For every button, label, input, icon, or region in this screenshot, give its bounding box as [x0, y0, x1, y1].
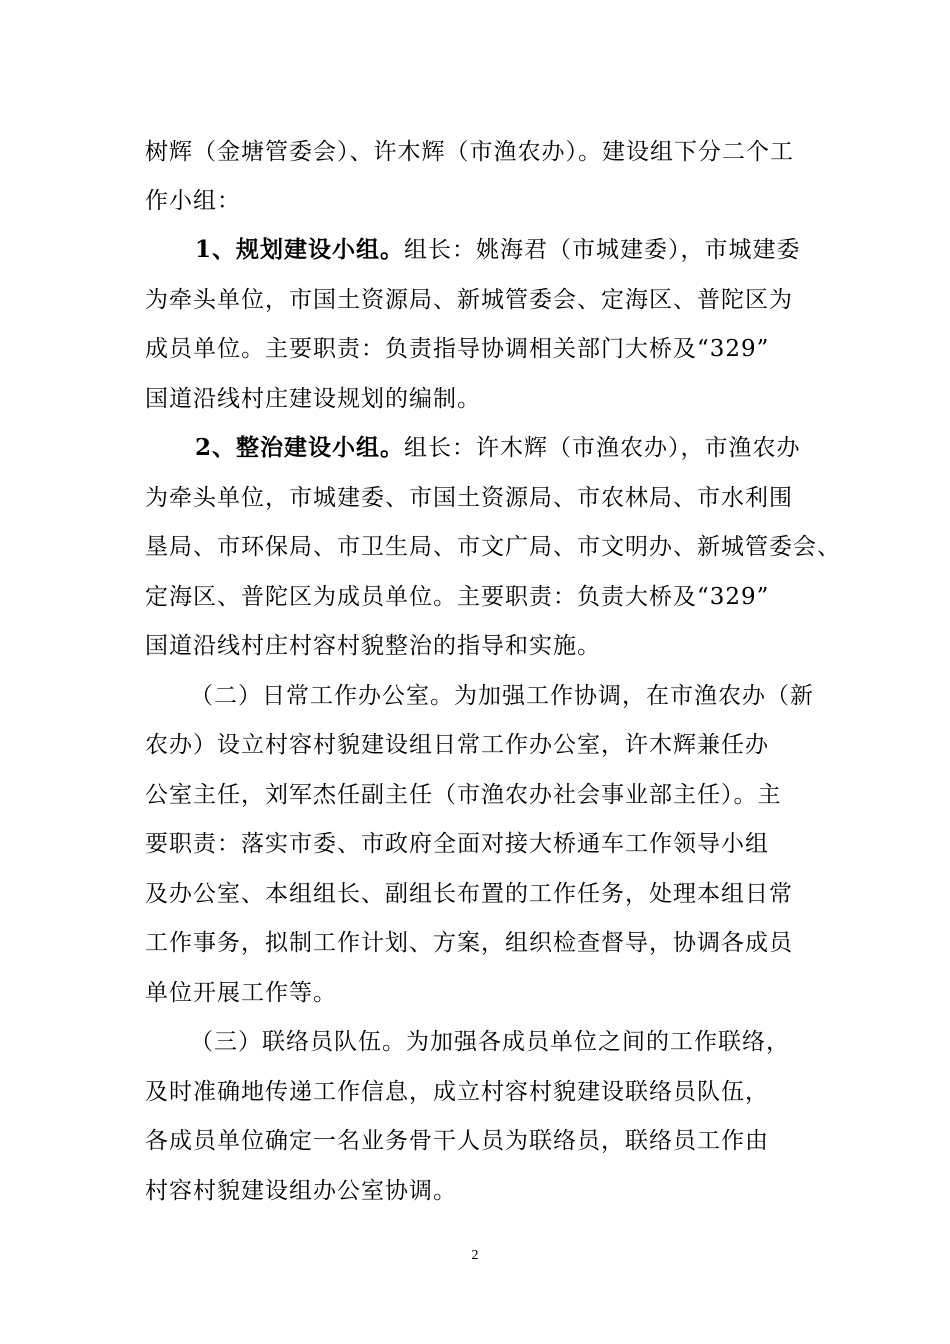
text-span: 组长：姚海君（市城建委），市城建委	[404, 237, 801, 263]
text-line: 定海区、普陀区为成员单位。主要职责：负责大桥及“329”	[145, 584, 770, 610]
text-line: 垦局、市环保局、市卫生局、市文广局、市文明办、新城管委会、	[145, 534, 841, 560]
text-span: 组长：许木辉（市渔农办），市渔农办	[404, 435, 801, 461]
text-line: 农办）设立村容村貌建设组日常工作办公室，许木辉兼任办	[145, 732, 769, 758]
text-line: 村容村貌建设组办公室协调。	[145, 1178, 457, 1204]
text-line: 为牵头单位，市国土资源局、新城管委会、定海区、普陀区为	[145, 287, 793, 313]
text-line: 树辉（金塘管委会）、许木辉（市渔农办）。建设组下分二个工	[145, 139, 794, 165]
text-line: 为牵头单位，市城建委、市国土资源局、市农林局、市水利围	[145, 485, 793, 511]
text-line: （三）联络员队伍。为加强各成员单位之间的工作联络，	[190, 1029, 790, 1055]
text-line: 及办公室、本组组长、副组长布置的工作任务，处理本组日常	[145, 881, 793, 907]
text-line: 工作事务，拟制工作计划、方案，组织检查督导，协调各成员	[145, 930, 793, 956]
section-heading: 1、规划建设小组。	[195, 236, 405, 263]
text-line: 要职责：落实市委、市政府全面对接大桥通车工作领导小组	[145, 831, 769, 857]
text-line: （二）日常工作办公室。为加强工作协调，在市渔农办（新	[190, 683, 814, 709]
text-line: 单位开展工作等。	[145, 980, 337, 1006]
text-line: 成员单位。主要职责：负责指导协调相关部门大桥及“329”	[145, 336, 770, 362]
paragraph-line	[195, 235, 801, 265]
section-heading: 2、整治建设小组。	[195, 434, 405, 461]
text-line: 国道沿线村庄建设规划的编制。	[145, 386, 481, 412]
text-line: 公室主任，刘军杰任副主任（市渔农办社会事业部主任）。主	[145, 782, 782, 808]
text-line: 及时准确地传递工作信息，成立村容村貌建设联络员队伍，	[145, 1079, 769, 1105]
text-line: 国道沿线村庄村容村貌整治的指导和实施。	[145, 633, 601, 659]
text-line: 作小组：	[145, 188, 241, 214]
paragraph-line	[195, 433, 801, 463]
text-line: 各成员单位确定一名业务骨干人员为联络员，联络员工作由	[145, 1128, 769, 1154]
page-number: 2	[471, 1248, 479, 1263]
